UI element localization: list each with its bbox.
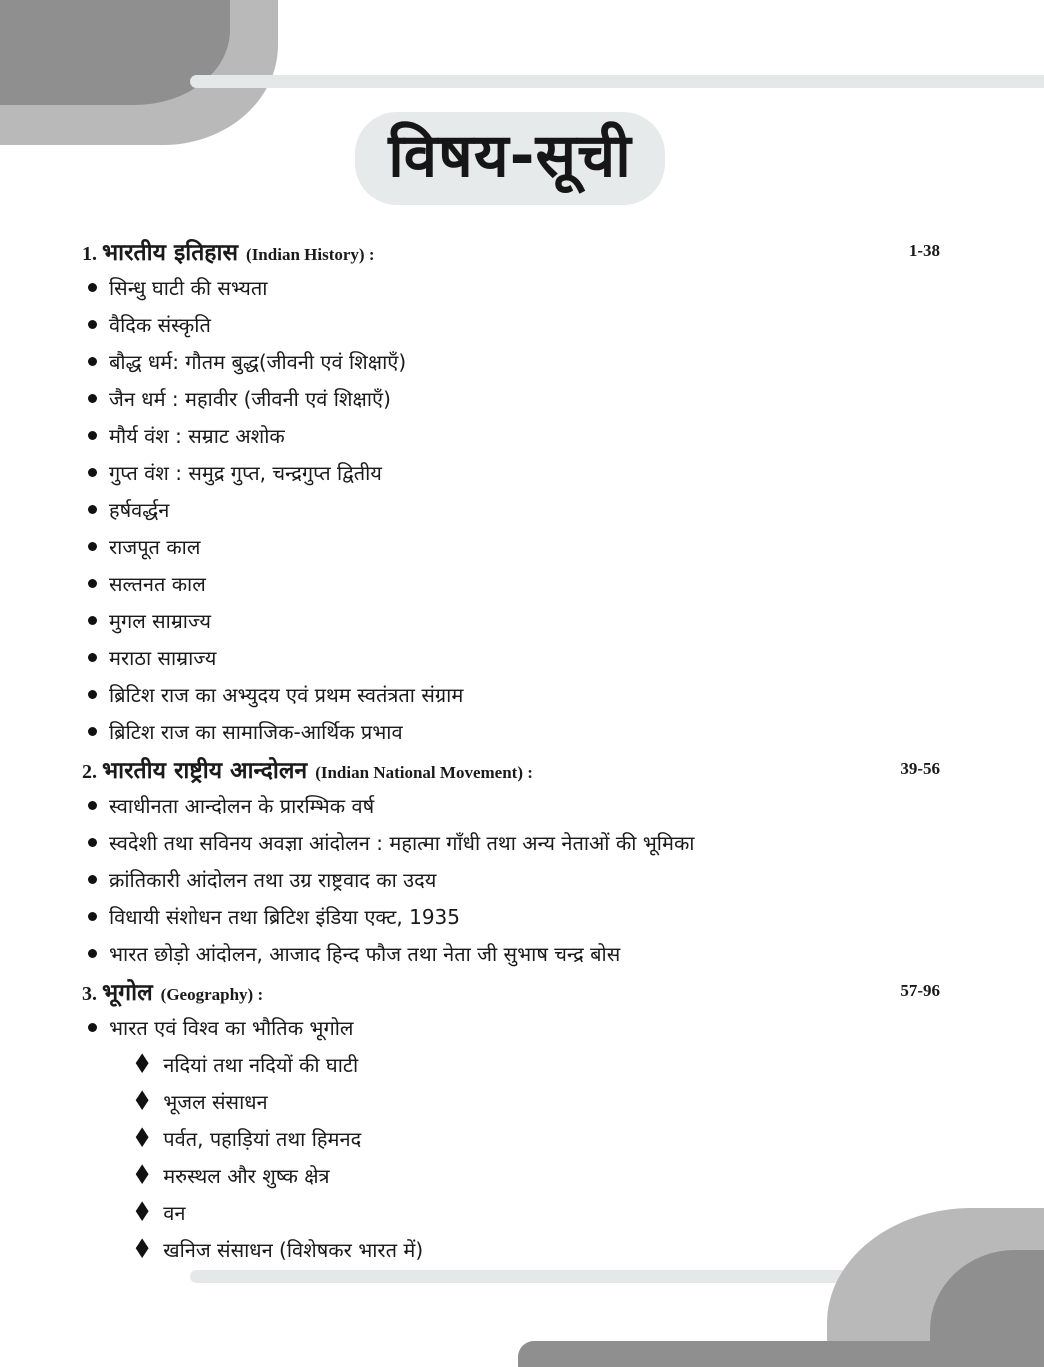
toc-item: भारत छोड़ो आंदोलन, आजाद हिन्द फौज तथा नेता जी सुभाष चन्द्र बोस: [82, 935, 940, 972]
toc-item: गुप्त वंश : समुद्र गुप्त, चन्द्रगुप्त द्वितीय: [82, 454, 940, 491]
bullet-icon: [88, 912, 97, 921]
bottom-divider-bar: [190, 1270, 870, 1283]
toc-item: सिन्धु घाटी की सभ्यता: [82, 269, 940, 306]
toc-item: स्वाधीनता आन्दोलन के प्रारम्भिक वर्ष: [82, 787, 940, 824]
bottom-edge-strip: [518, 1341, 1044, 1367]
page-title: विषय-सूची: [388, 120, 632, 191]
toc-item: वैदिक संस्कृति: [82, 306, 940, 343]
toc-subitem: ♦ खनिज संसाधन (विशेषकर भारत में): [131, 1234, 424, 1265]
table-of-contents: [82, 232, 940, 1268]
toc-subitem: ♦ भूजल संसाधन: [131, 1086, 268, 1117]
bullet-icon: [88, 838, 97, 847]
toc-subitem: ♦ नदियां तथा नदियों की घाटी: [131, 1049, 359, 1080]
toc-item: ब्रिटिश राज का सामाजिक-आर्थिक प्रभाव: [82, 713, 940, 750]
diamond-icon: ♦: [131, 1123, 153, 1154]
bullet-icon: [88, 1023, 97, 1032]
bullet-icon: [88, 616, 97, 625]
bullet-icon: [88, 875, 97, 884]
toc-subitem: ♦ पर्वत, पहाड़ियां तथा हिमनद: [131, 1123, 362, 1154]
section-title-hindi: भारतीय राष्ट्रीय आन्दोलन: [102, 757, 308, 784]
bullet-icon: [88, 431, 97, 440]
bullet-icon: [88, 542, 97, 551]
bullet-icon: [88, 468, 97, 477]
toc-item: हर्षवर्द्धन: [82, 491, 940, 528]
toc-item: जैन धर्म : महावीर (जीवनी एवं शिक्षाएँ): [82, 380, 940, 417]
toc-item: मौर्य वंश : सम्राट अशोक: [82, 417, 940, 454]
section-page-range: 39-56: [900, 758, 940, 778]
bullet-icon: [88, 653, 97, 662]
toc-item: मुगल साम्राज्य: [82, 602, 940, 639]
bullet-icon: [88, 579, 97, 588]
diamond-icon: ♦: [131, 1086, 153, 1117]
bullet-icon: [88, 283, 97, 292]
top-divider-bar: [190, 75, 1044, 88]
page-title-pill: [355, 112, 665, 205]
toc-subitem: ♦ वन: [131, 1197, 186, 1228]
bullet-icon: [88, 357, 97, 366]
toc-item: भारत एवं विश्व का भौतिक भूगोल: [82, 1009, 940, 1046]
diamond-icon: ♦: [131, 1197, 153, 1228]
toc-subitem: ♦ मरुस्थल और शुष्क क्षेत्र: [131, 1160, 330, 1191]
section-1-heading: [82, 232, 940, 269]
diamond-icon: ♦: [131, 1234, 153, 1265]
toc-item: ब्रिटिश राज का अभ्युदय एवं प्रथम स्वतंत्रता संग्राम: [82, 676, 940, 713]
section-page-range: 1-38: [908, 240, 940, 260]
toc-item: सल्तनत काल: [82, 565, 940, 602]
bullet-icon: [88, 320, 97, 329]
toc-item: विधायी संशोधन तथा ब्रिटिश इंडिया एक्ट, 1935: [82, 898, 940, 935]
bullet-icon: [88, 801, 97, 810]
section-number: 3.: [82, 982, 97, 1005]
section-2-heading: [82, 750, 940, 787]
toc-item: स्वदेशी तथा सविनय अवज्ञा आंदोलन : महात्मा गाँधी तथा अन्य नेताओं की भूमिका: [82, 824, 940, 861]
bullet-icon: [88, 690, 97, 699]
toc-item: क्रांतिकारी आंदोलन तथा उग्र राष्ट्रवाद का उदय: [82, 861, 940, 898]
toc-item: बौद्ध धर्म: गौतम बुद्ध(जीवनी एवं शिक्षाएँ): [82, 343, 940, 380]
section-page-range: 57-96: [900, 980, 940, 1000]
section-title-english: (Geography) :: [160, 984, 264, 1004]
section-title-hindi: भारतीय इतिहास: [102, 239, 239, 266]
section-title-hindi: भूगोल: [102, 979, 153, 1006]
section-title-english: (Indian National Movement) :: [315, 762, 533, 782]
section-number: 2.: [82, 760, 97, 783]
diamond-icon: ♦: [131, 1160, 153, 1191]
bullet-icon: [88, 727, 97, 736]
section-title-english: (Indian History) :: [246, 244, 375, 264]
toc-item: राजपूत काल: [82, 528, 940, 565]
section-number: 1.: [82, 242, 97, 265]
diamond-icon: ♦: [131, 1049, 153, 1080]
bullet-icon: [88, 949, 97, 958]
section-3-heading: [82, 972, 940, 1009]
bullet-icon: [88, 394, 97, 403]
toc-item: मराठा साम्राज्य: [82, 639, 940, 676]
bullet-icon: [88, 505, 97, 514]
